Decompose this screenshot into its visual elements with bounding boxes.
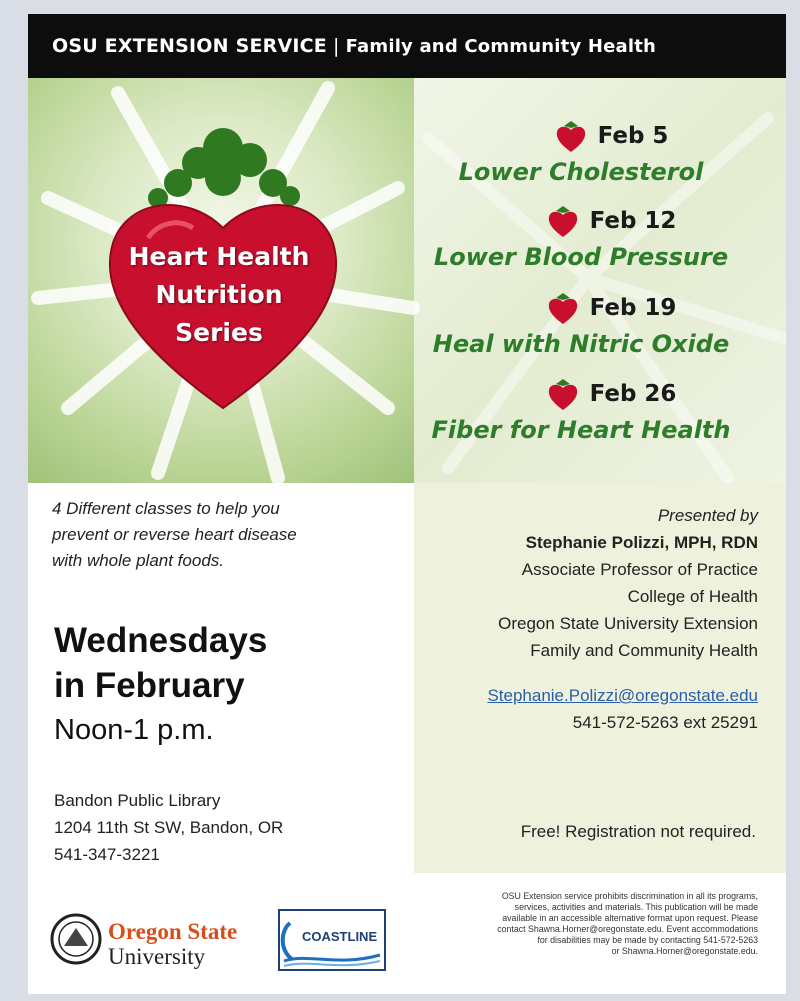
header-separator: | [332, 35, 340, 57]
presenter-label: Presented by [657, 506, 758, 525]
osu-wordmark-line1: Oregon State [108, 919, 238, 944]
location-block [54, 787, 283, 868]
session-title: Heal with Nitric Oxide [432, 330, 730, 358]
header-division: Family and Community Health [345, 36, 657, 57]
nondiscrimination-notice [408, 891, 758, 957]
session-date: Feb 12 [589, 208, 677, 234]
presenter-block [398, 502, 758, 736]
osu-wordmark-line2: University [108, 944, 206, 969]
series-title-line: Nutrition [155, 280, 283, 309]
intro-line: with whole plant foods. [52, 551, 224, 570]
location-name: Bandon Public Library [54, 791, 221, 810]
coastline-logo-text: COASTLINE [302, 929, 378, 944]
notice-line: OSU Extension service prohibits discrimination in all its programs, [501, 891, 758, 901]
presenter-name: Stephanie Polizzi, MPH, RDN [525, 533, 758, 552]
registration-note: Free! Registration not required. [520, 822, 756, 841]
schedule-day: Wednesdays [54, 621, 268, 660]
header-bar [28, 14, 786, 78]
intro-text [52, 496, 352, 574]
notice-line: available in an accessible alternative format upon request. Please [502, 913, 758, 923]
notice-line: services, activities and materials. This publication will be made [514, 902, 758, 912]
session-item [416, 203, 746, 271]
session-item [416, 118, 746, 186]
tomato-heart-icon [546, 203, 580, 239]
intro-line: prevent or reverse heart disease [52, 525, 297, 544]
schedule-time: Noon-1 p.m. [54, 714, 214, 746]
session-item [416, 376, 746, 444]
schedule-month: in February [54, 666, 245, 705]
series-title [114, 238, 324, 352]
session-title: Fiber for Heart Health [431, 416, 731, 444]
presenter-title: Family and Community Health [530, 641, 758, 660]
presenter-email-link[interactable]: Stephanie.Polizzi@oregonstate.edu [487, 686, 758, 705]
presenter-title: Associate Professor of Practice [521, 560, 758, 579]
presenter-title: College of Health [627, 587, 758, 606]
session-date: Feb 19 [589, 295, 677, 321]
session-date: Feb 26 [589, 381, 677, 407]
presenter-phone: 541-572-5263 ext 25291 [572, 713, 758, 732]
location-phone: 541-347-3221 [54, 845, 160, 864]
hero-banner [28, 78, 786, 483]
tomato-heart-icon [546, 376, 580, 412]
session-title: Lower Cholesterol [458, 158, 704, 186]
presenter-title: Oregon State University Extension [498, 614, 758, 633]
series-title-line: Heart Health [128, 242, 310, 271]
session-item [416, 290, 746, 358]
flyer [28, 14, 786, 994]
tomato-heart-icon [554, 118, 588, 154]
session-date: Feb 5 [597, 123, 669, 149]
coastline-logo [278, 909, 386, 971]
location-address: 1204 11th St SW, Bandon, OR [54, 818, 284, 837]
notice-line: contact Shawna.Horner@oregonstate.edu. Event accommodations [497, 924, 758, 934]
header-org: OSU EXTENSION SERVICE [52, 35, 327, 57]
intro-line: 4 Different classes to help you [52, 499, 280, 518]
notice-line: or Shawna.Horner@oregonstate.edu. [611, 946, 758, 956]
notice-line: for disabilities may be made by contacting 541-572-5263 [537, 935, 758, 945]
series-title-line: Series [175, 318, 263, 347]
tomato-heart-icon [546, 290, 580, 326]
session-title: Lower Blood Pressure [433, 243, 729, 271]
